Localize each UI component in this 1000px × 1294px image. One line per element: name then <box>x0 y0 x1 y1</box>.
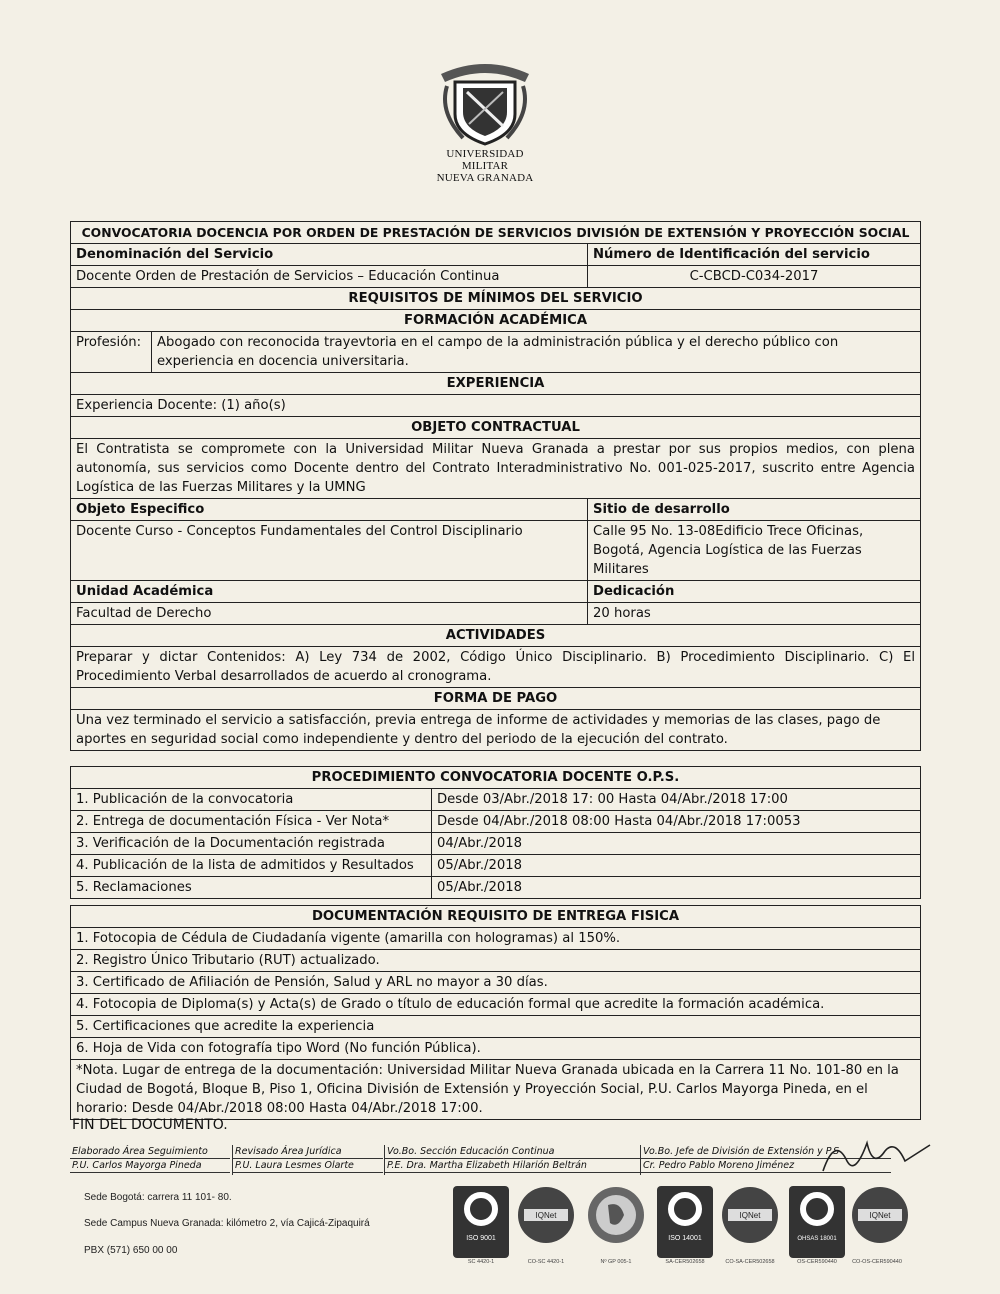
dedicacion-label: Dedicación <box>593 584 675 599</box>
signature-role: Vo.Bo. Jefe de División de Extensión y P.S <box>641 1145 891 1159</box>
actividades-value: Preparar y dictar Contenidos: A) Ley 734 de 2002, Código Único Disciplinario. B) Procedimiento Disciplinario. C) El Procedimiento Verbal desarrollados de acuerdo al cronograma. <box>76 650 915 684</box>
cert-iqnet-icon <box>720 1185 780 1265</box>
certification-logos <box>452 1185 912 1265</box>
university-logo <box>430 52 540 184</box>
profesion-label: Profesión: <box>71 332 152 372</box>
cert-code: CO-SA-CER502658 <box>725 1259 775 1265</box>
cert-label: OHSAS 18001 <box>797 1236 837 1242</box>
crest-icon <box>433 52 537 148</box>
actividades-heading: ACTIVIDADES <box>445 628 546 643</box>
proc-date: Desde 03/Abr./2018 17: 00 Hasta 04/Abr./2018 17:00 <box>437 792 788 807</box>
denominacion-label: Denominación del Servicio <box>71 244 588 265</box>
signature-role: Elaborado Área Seguimiento <box>70 1145 230 1159</box>
cert-iqnet-icon <box>850 1185 910 1265</box>
university-name-line2: NUEVA GRANADA <box>436 172 534 184</box>
proc-step: 5. Reclamaciones <box>71 877 432 898</box>
dedicacion-value: 20 horas <box>593 606 651 621</box>
signature-role: Revisado Área Jurídica <box>233 1145 383 1159</box>
footer-sede-bogota: Sede Bogotá: carrera 11 101- 80. <box>84 1192 232 1203</box>
list-item <box>71 971 920 993</box>
cert-code: Nº GP 005-1 <box>600 1259 632 1265</box>
doc-item: 6. Hoja de Vida con fotografía tipo Word (No función Pública). <box>76 1041 481 1056</box>
unidad-value: Facultad de Derecho <box>71 603 588 624</box>
documentacion-table <box>70 905 921 1120</box>
sitio-label: Sitio de desarrollo <box>593 502 730 517</box>
numero-label: Número de Identificación del servicio <box>593 247 870 262</box>
footer-pbx: PBX (571) 650 00 00 <box>84 1245 178 1256</box>
signature-vobo-educacion <box>384 1145 640 1175</box>
objeto-value: El Contratista se compromete con la Universidad Militar Nueva Granada a prestar por sus propios medios, con plena autonomía, sus servicios como Docente dentro del Contrato Interadministrativo No. 001-025-2017, suscrito entre Agencia Logística de las Fuerzas Militares y la UMNG <box>76 442 915 495</box>
signature-name: P.U. Laura Lesmes Olarte <box>233 1159 383 1173</box>
cert-code: SA-CER502658 <box>665 1259 705 1265</box>
table-row <box>71 854 920 876</box>
denominacion-value: Docente Orden de Prestación de Servicios – Educación Continua <box>71 266 588 287</box>
cert-icontec-ohsas-icon <box>788 1185 846 1263</box>
table-row <box>71 788 920 810</box>
cert-code: CO-SC 4420-1 <box>527 1259 565 1265</box>
signature-name: Cr. Pedro Pablo Moreno Jiménez <box>641 1159 891 1173</box>
cert-seal-icon <box>586 1185 646 1265</box>
objeto-heading: OBJETO CONTRACTUAL <box>411 420 580 435</box>
sitio-value: Calle 95 No. 13-08Edificio Trece Oficinas, Bogotá, Agencia Logística de las Fuerzas Militares <box>593 524 864 577</box>
pago-heading: FORMA DE PAGO <box>433 691 558 706</box>
cert-label: IQNet <box>869 1211 891 1220</box>
signature-block <box>70 1145 920 1175</box>
proc-date: 04/Abr./2018 <box>437 836 523 851</box>
cert-label: ISO 9001 <box>466 1235 496 1242</box>
proc-step: 2. Entrega de documentación Física - Ver Nota* <box>71 811 432 832</box>
cert-code: SC 4420-1 <box>467 1259 495 1265</box>
numero-value: C-CBCD-C034-2017 <box>689 269 819 284</box>
list-item <box>71 1015 920 1037</box>
signature-elaborado <box>70 1145 230 1175</box>
convocatoria-table <box>70 221 921 751</box>
doc-item: 1. Fotocopia de Cédula de Ciudadanía vigente (amarilla con hologramas) al 150%. <box>76 931 621 946</box>
list-item <box>71 949 920 971</box>
list-item <box>71 1037 920 1059</box>
footer-sede-campus: Sede Campus Nueva Granada: kilómetro 2, vía Cajicá-Zipaquirá <box>84 1218 370 1229</box>
proc-step: 4. Publicación de la lista de admitidos y Resultados <box>71 855 432 876</box>
signature-name: P.U. Carlos Mayorga Pineda <box>70 1159 230 1173</box>
proc-step: 3. Verificación de la Documentación registrada <box>71 833 432 854</box>
procedimiento-table <box>70 766 921 899</box>
proc-date: Desde 04/Abr./2018 08:00 Hasta 04/Abr./2018 17:0053 <box>437 814 801 829</box>
doc-item: 5. Certificaciones que acredite la experiencia <box>76 1019 375 1034</box>
cert-code: OS-CER590440 <box>797 1259 837 1265</box>
signature-role: Vo.Bo. Sección Educación Continua <box>385 1145 640 1159</box>
cert-icontec-9001-icon <box>452 1185 510 1263</box>
handwritten-signature-icon <box>815 1131 935 1181</box>
objeto-especifico-label: Objeto Especifico <box>71 499 588 520</box>
table-row <box>71 810 920 832</box>
cert-label: IQNet <box>535 1211 557 1220</box>
cert-iqnet-icon <box>516 1185 576 1265</box>
table-row <box>71 876 920 898</box>
cert-icontec-14001-icon <box>656 1185 714 1263</box>
cert-label: IQNet <box>739 1211 761 1220</box>
proc-date: 05/Abr./2018 <box>437 880 523 895</box>
doc-item: 4. Fotocopia de Diploma(s) y Acta(s) de Grado o título de educación formal que acredite la formación académica. <box>76 997 825 1012</box>
objeto-especifico-value: Docente Curso - Conceptos Fundamentales del Control Disciplinario <box>71 521 588 580</box>
pago-value: Una vez terminado el servicio a satisfacción, previa entrega de informe de actividades y memorias de las clases, pago de aportes en seguridad social como independiente y dentro del periodo de la ejecución del contrato. <box>76 713 881 747</box>
convocatoria-title: CONVOCATORIA DOCENCIA POR ORDEN DE PRESTACIÓN DE SERVICIOS DIVISIÓN DE EXTENSIÓN Y PROYECCIÓN SOCIAL <box>81 225 910 240</box>
unidad-label: Unidad Académica <box>71 581 588 602</box>
proc-step: 1. Publicación de la convocatoria <box>71 789 432 810</box>
procedimiento-heading: PROCEDIMIENTO CONVOCATORIA DOCENTE O.P.S. <box>311 770 680 785</box>
documentacion-heading: DOCUMENTACIÓN REQUISITO DE ENTREGA FISICA <box>311 909 680 924</box>
table-row <box>71 832 920 854</box>
list-item <box>71 993 920 1015</box>
formacion-heading: FORMACIÓN ACADÉMICA <box>403 313 588 328</box>
doc-item: 2. Registro Único Tributario (RUT) actualizado. <box>76 953 380 968</box>
fin-del-documento: FIN DEL DOCUMENTO. <box>72 1117 228 1133</box>
experiencia-heading: EXPERIENCIA <box>446 376 545 391</box>
signature-revisado <box>232 1145 383 1175</box>
documentacion-nota: *Nota. Lugar de entrega de la documentación: Universidad Militar Nueva Granada ubicada en la Carrera 11 No. 101-80 en la Ciudad de Bogotá, Bloque B, Piso 1, Oficina División de Extensión y Proyección Social, P.U. Carlos Mayorga Pineda, en el horario: Desde 04/Abr./2018 08:00 Hasta 04/Abr./2018 17:00. <box>76 1063 899 1116</box>
cert-label: ISO 14001 <box>668 1235 702 1242</box>
profesion-value: Abogado con reconocida trayevtoria en el campo de la administración pública y el derecho público con experiencia en docencia universitaria. <box>157 335 839 369</box>
proc-date: 05/Abr./2018 <box>437 858 523 873</box>
cert-code: CO-OS-CER590440 <box>852 1259 902 1265</box>
experiencia-value: Experiencia Docente: (1) año(s) <box>76 398 286 413</box>
list-item <box>71 927 920 949</box>
university-name-line1: UNIVERSIDAD MILITAR <box>446 148 524 172</box>
signature-name: P.E. Dra. Martha Elizabeth Hilarión Beltrán <box>385 1159 640 1173</box>
requisitos-heading: REQUISITOS DE MÍNIMOS DEL SERVICIO <box>348 291 643 306</box>
doc-item: 3. Certificado de Afiliación de Pensión, Salud y ARL no mayor a 30 días. <box>76 975 548 990</box>
